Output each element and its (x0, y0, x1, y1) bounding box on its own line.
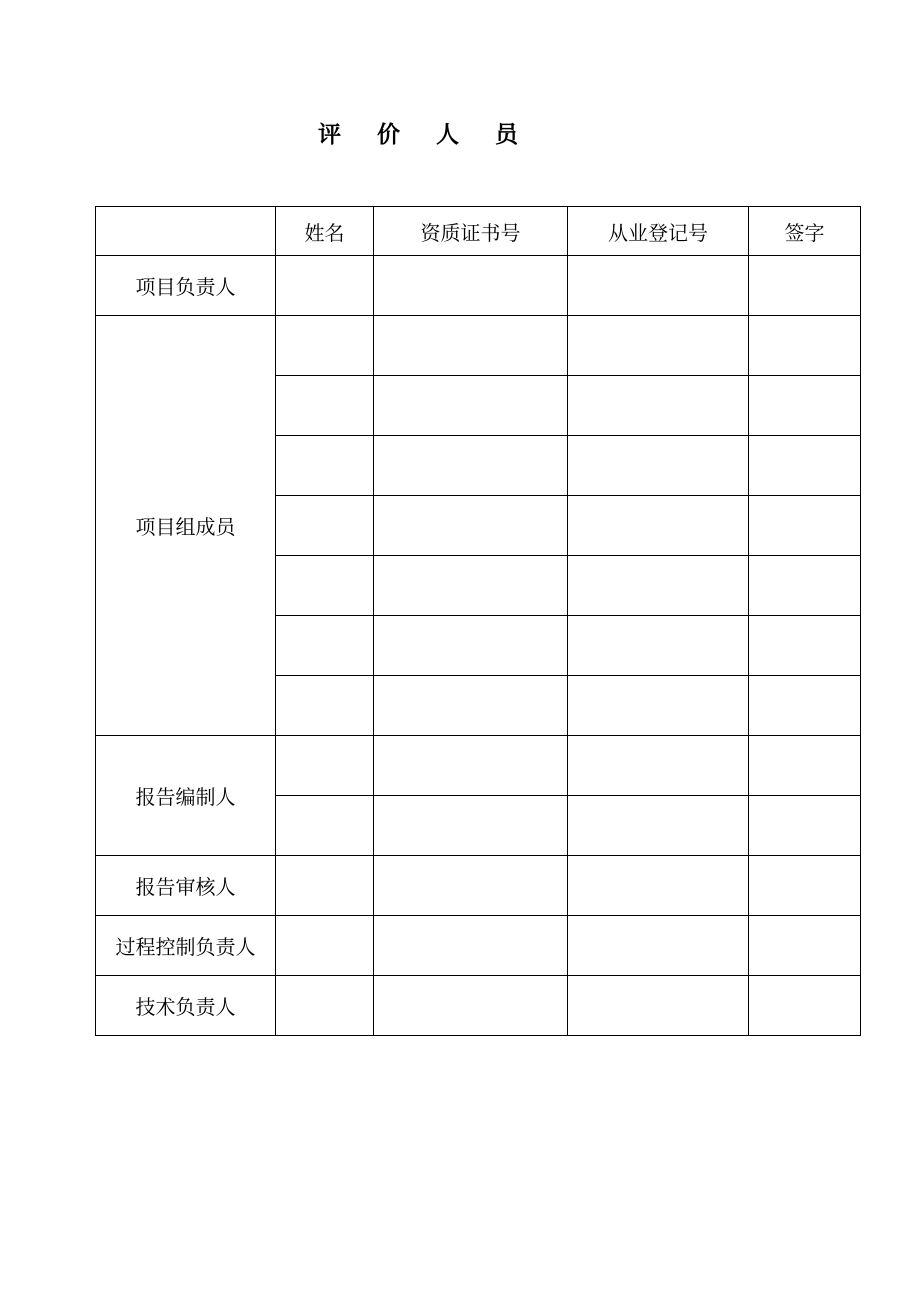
name-cell[interactable] (276, 436, 374, 496)
name-cell[interactable] (276, 616, 374, 676)
name-cell[interactable] (276, 856, 374, 916)
certificate-cell[interactable] (374, 316, 568, 376)
registration-cell[interactable] (568, 556, 749, 616)
signature-cell[interactable] (749, 376, 861, 436)
certificate-cell[interactable] (374, 256, 568, 316)
certificate-cell[interactable] (374, 976, 568, 1036)
name-cell[interactable] (276, 496, 374, 556)
registration-cell[interactable] (568, 256, 749, 316)
name-cell[interactable] (276, 316, 374, 376)
table-row (96, 256, 861, 316)
certificate-cell[interactable] (374, 556, 568, 616)
table-row (96, 856, 861, 916)
signature-cell[interactable] (749, 316, 861, 376)
name-cell[interactable] (276, 736, 374, 796)
signature-cell[interactable] (749, 496, 861, 556)
certificate-cell[interactable] (374, 436, 568, 496)
header-certificate-number: 资质证书号 (374, 207, 568, 256)
registration-cell[interactable] (568, 496, 749, 556)
page-title: 评 价 人 员 (317, 121, 533, 148)
name-cell[interactable] (276, 916, 374, 976)
registration-cell[interactable] (568, 316, 749, 376)
certificate-cell[interactable] (374, 676, 568, 736)
name-cell[interactable] (276, 796, 374, 856)
role-report-author: 报告编制人 (96, 736, 276, 856)
name-cell[interactable] (276, 976, 374, 1036)
name-cell[interactable] (276, 556, 374, 616)
registration-cell[interactable] (568, 676, 749, 736)
header-signature: 签字 (749, 207, 861, 256)
name-cell[interactable] (276, 376, 374, 436)
table-row (96, 316, 861, 376)
role-report-reviewer: 报告审核人 (96, 856, 276, 916)
header-registration-number: 从业登记号 (568, 207, 749, 256)
signature-cell[interactable] (749, 856, 861, 916)
role-project-lead: 项目负责人 (96, 256, 276, 316)
table-header-row (96, 207, 861, 256)
staff-table (95, 206, 861, 1036)
header-corner-cell (96, 207, 276, 256)
name-cell[interactable] (276, 256, 374, 316)
signature-cell[interactable] (749, 676, 861, 736)
header-name: 姓名 (276, 207, 374, 256)
certificate-cell[interactable] (374, 736, 568, 796)
certificate-cell[interactable] (374, 856, 568, 916)
signature-cell[interactable] (749, 616, 861, 676)
signature-cell[interactable] (749, 736, 861, 796)
registration-cell[interactable] (568, 976, 749, 1036)
registration-cell[interactable] (568, 376, 749, 436)
table-row (96, 916, 861, 976)
signature-cell[interactable] (749, 256, 861, 316)
certificate-cell[interactable] (374, 916, 568, 976)
registration-cell[interactable] (568, 616, 749, 676)
certificate-cell[interactable] (374, 796, 568, 856)
name-cell[interactable] (276, 676, 374, 736)
role-project-members: 项目组成员 (96, 316, 276, 736)
table-row (96, 976, 861, 1036)
signature-cell[interactable] (749, 556, 861, 616)
role-technical-lead: 技术负责人 (96, 976, 276, 1036)
certificate-cell[interactable] (374, 616, 568, 676)
registration-cell[interactable] (568, 856, 749, 916)
registration-cell[interactable] (568, 916, 749, 976)
signature-cell[interactable] (749, 976, 861, 1036)
registration-cell[interactable] (568, 436, 749, 496)
signature-cell[interactable] (749, 436, 861, 496)
certificate-cell[interactable] (374, 496, 568, 556)
table-row (96, 736, 861, 796)
role-process-control-lead: 过程控制负责人 (96, 916, 276, 976)
registration-cell[interactable] (568, 796, 749, 856)
signature-cell[interactable] (749, 796, 861, 856)
signature-cell[interactable] (749, 916, 861, 976)
certificate-cell[interactable] (374, 376, 568, 436)
registration-cell[interactable] (568, 736, 749, 796)
